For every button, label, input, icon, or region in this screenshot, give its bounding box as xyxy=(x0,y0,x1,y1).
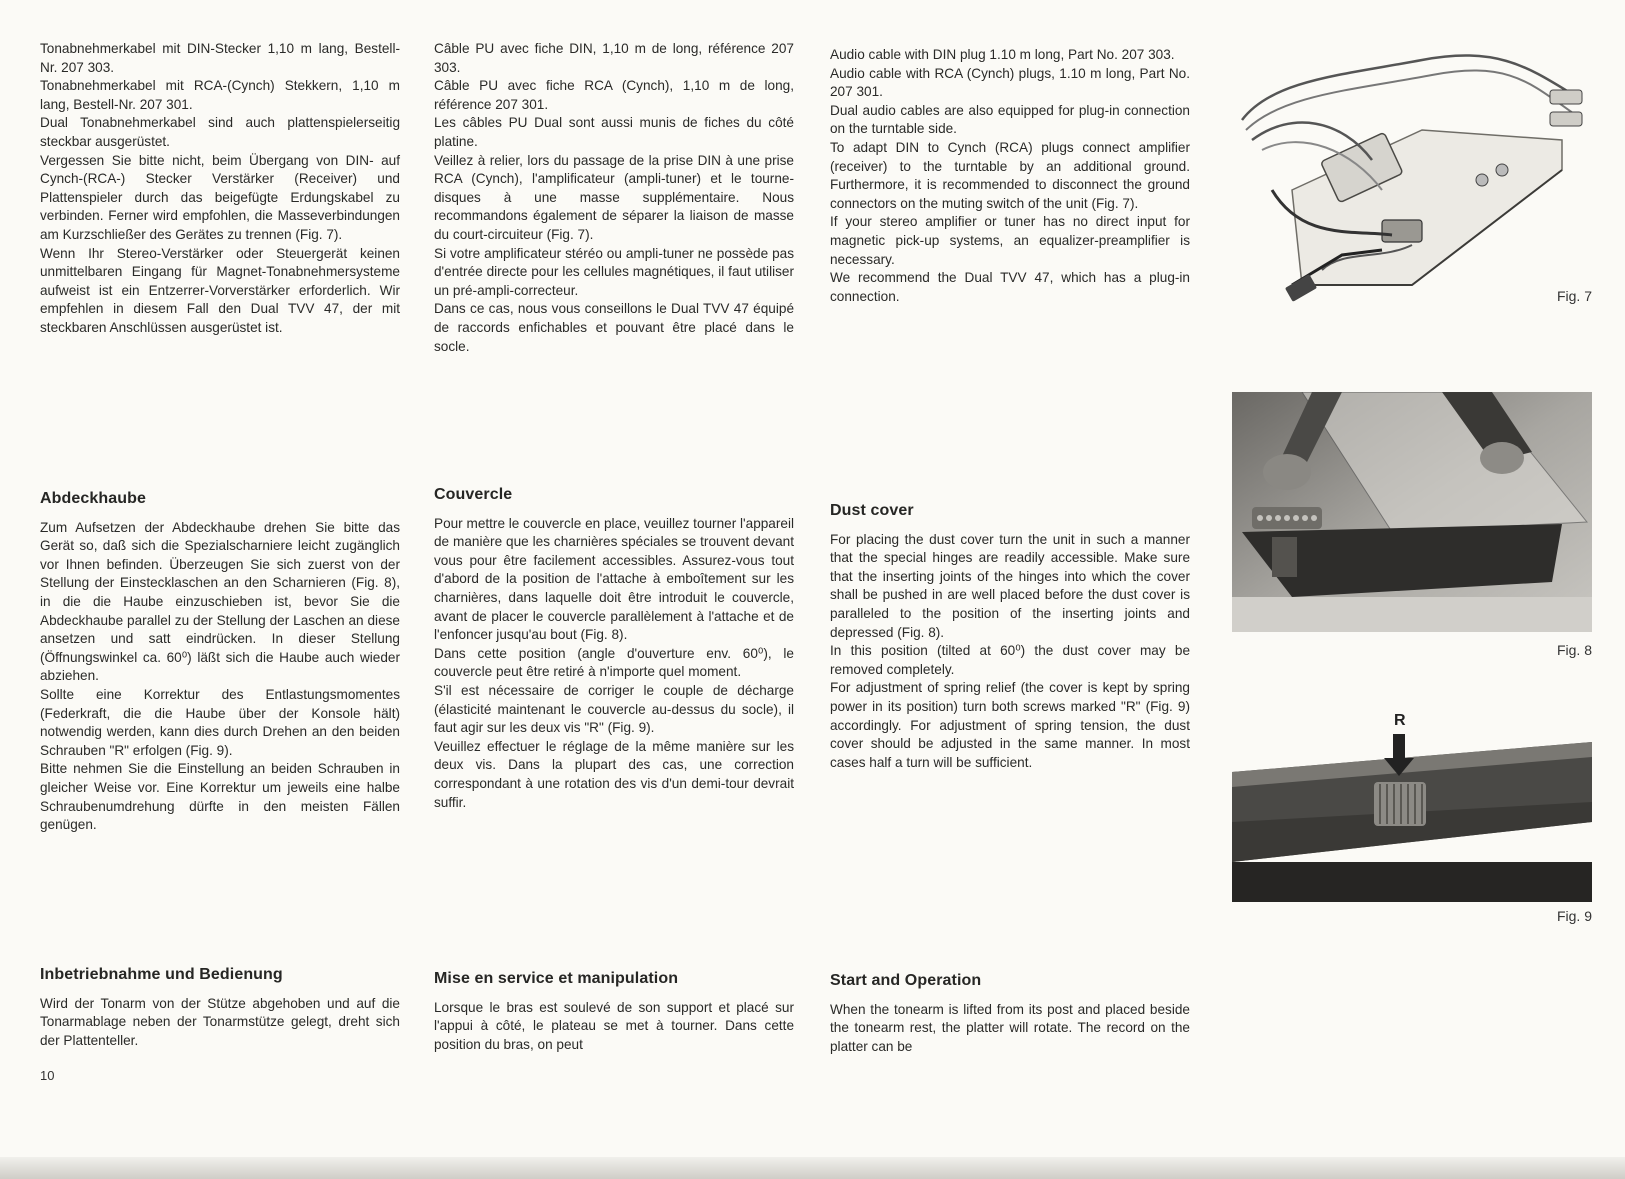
paragraph: Tonabnehmerkabel mit DIN-Stecker 1,10 m lang, Bestell-Nr. 207 303. xyxy=(40,41,400,75)
start-operation-section xyxy=(40,966,400,1050)
paragraph: Veillez à relier, lors du passage de la prise DIN à une prise RCA (Cynch), l'amplificateur (ampli-tuner) et le tourne-disques à une masse supplémentaire. Nous recommandons également de séparer la liaison de masse du court-circuiteur (Fig. 7). xyxy=(434,152,794,242)
paragraph: Bitte nehmen Sie die Einstellung an beiden Schrauben in gleicher Weise vor. Eine Korrektur um jeweils eine halbe Schraubenumdrehung dürfte in den meisten Fällen genügen. xyxy=(40,761,400,833)
cable-info-section xyxy=(40,40,400,338)
figure-label: Fig. 8 xyxy=(1556,642,1592,658)
paragraph: Sollte eine Korrektur des Entlastungsmomentes (Federkraft, die die Haube über der Konsole hält) notwendig werden, kann dies durch Drehen an den beiden Schrauben "R" erfolgen (Fig. 9). xyxy=(40,686,400,758)
cable-info-section xyxy=(830,46,1190,306)
section-heading: Inbetriebnahme und Bedienung xyxy=(40,966,283,983)
paragraph: Zum Aufsetzen der Abdeckhaube drehen Sie bitte das Gerät so, daß sich die Spezialscharniere leicht zugänglich vor Ihnen befinden. Überzeugen Sie sich zuerst von der Stellung der Einstecklaschen an den Scharnieren (Fig. 8), in die die Haube einzuschieben ist, bevor Sie die Abdeckhaube parallel zu der Stellung der Laschen an diese ansetzen und satt eindrücken. In dieser Stellung (Öffnungswinkel ca. 60⁰) läßt sich die Haube auch wieder abziehen. xyxy=(40,519,400,684)
start-operation-section xyxy=(830,972,1190,1056)
paragraph: Tonabnehmerkabel mit RCA-(Cynch) Stekkern, 1,10 m lang, Bestell-Nr. 207 301. xyxy=(40,78,400,112)
paragraph: Dans cette position (angle d'ouverture env. 60⁰), le couvercle peut être retiré à n'importe quel moment. xyxy=(434,645,794,680)
paragraph: Dans ce cas, nous vous conseillons le Dual TVV 47 équipé de raccords enfichables et pouvant être placé dans le socle. xyxy=(434,301,794,354)
dust-cover-section xyxy=(40,490,400,835)
paragraph: For adjustment of spring relief (the cover is kept by spring power in its position) turn both screws marked "R" (Fig. 9) accordingly. For adjustment of spring tension, the dust cover should be adjusted in the same manner. In most cases half a turn will be sufficient. xyxy=(830,680,1190,770)
dust-cover-section xyxy=(434,486,794,812)
paragraph: Veuillez effectuer le réglage de la même manière sur les deux vis. Dans la plupart des cas, une correction correspondant à une rotation des vis d'un demi-tour devrait suffir. xyxy=(434,738,794,810)
paragraph: Dual Tonabnehmerkabel sind auch plattenspielerseitig steckbar ausgerüstet. xyxy=(40,115,400,149)
dust-cover-section xyxy=(830,502,1190,772)
section-heading: Mise en service et manipulation xyxy=(434,970,679,987)
figure-label: Fig. 9 xyxy=(1556,908,1592,924)
section-heading: Start and Operation xyxy=(830,972,982,989)
paragraph: Si votre amplificateur stéréo ou ampli-tuner ne possède pas d'entrée directe pour les cellules magnétiques, il faut utiliser un pré-ampli-correcteur. xyxy=(434,245,794,298)
paragraph: Dual audio cables are also equipped for plug-in connection on the turntable side. xyxy=(830,102,1190,137)
scan-edge xyxy=(0,1157,1625,1179)
paragraph: If your stereo amplifier or tuner has no direct input for magnetic pick-up systems, an equalizer-preamplifier is necessary. xyxy=(830,214,1190,267)
paragraph: Lorsque le bras est soulevé de son support et placé sur l'appui à côté, le plateau se met à tourner. Dans cette position du bras, on peut xyxy=(434,999,794,1052)
paragraph: Wenn Ihr Stereo-Verstärker oder Steuergerät keinen unmittelbaren Eingang für Magnet-Tonabnehmersysteme aufweist ist ein Entzerrer-Vorverstärker erforderlich. Wir empfehlen in diesem Fall den Dual TVV 47, der mit steckbaren Anschlüssen ausgerüstet ist. xyxy=(40,245,400,335)
paragraph: For placing the dust cover turn the unit in such a manner that the special hinges are readily accessible. Make sure that the inserting joints of the hinges into which the cover shall be pushed in are well placed before the dust cover is paralleled to the position of the inserting joints and depressed (Fig. 8). xyxy=(830,531,1190,640)
paragraph: Pour mettre le couvercle en place, veuillez tourner l'appareil de manière que les charnières spéciales se trouvent devant vous pour être facilement accessibles. Assurez-vous tout d'abord de la position de l'attache à emboîtement sur les charnières, dans laquelle doit être introduit le couvercle, avant de placer le couvercle parallèlement à l'attache et de l'enfoncer jusqu'au bout (Fig. 8). xyxy=(434,515,794,643)
cable-info-section xyxy=(434,40,794,356)
cable-connection-illustration xyxy=(1232,40,1592,330)
paragraph: We recommend the Dual TVV 47, which has a plug-in connection. xyxy=(830,270,1190,304)
section-heading: Couvercle xyxy=(434,486,513,503)
paragraph: Câble PU avec fiche RCA (Cynch), 1,10 m de long, référence 207 301. xyxy=(434,78,794,112)
paragraph: Audio cable with DIN plug 1.10 m long, Part No. 207 303. xyxy=(830,47,1175,62)
section-heading: Dust cover xyxy=(830,502,914,519)
figure-8 xyxy=(1232,392,1592,660)
paragraph: In this position (tilted at 60⁰) the dust cover may be removed completely. xyxy=(830,643,1190,677)
figure-9 xyxy=(1232,712,1592,934)
paragraph: Câble PU avec fiche DIN, 1,10 m de long, référence 207 303. xyxy=(434,41,794,75)
paragraph: To adapt DIN to Cynch (RCA) plugs connect amplifier (receiver) to the turntable by an additional ground. Furthermore, it is recommended to disconnect the ground connectors on the muting switch of the unit (Fig. 7). xyxy=(830,139,1190,211)
paragraph: Vergessen Sie bitte nicht, beim Übergang von DIN- auf Cynch-(RCA-) Stecker Verstärker (Receiver) und Plattenspieler durch das beigefügte Erdungskabel zu verbinden. Ferner wird empfohlen, die Masseverbindungen am Kurzschließer des Gerätes zu trennen (Fig. 7). xyxy=(40,152,400,242)
figure-7 xyxy=(1232,40,1592,340)
paragraph: When the tonearm is lifted from its post and placed beside the tonearm rest, the platter will rotate. The record on the platter can be xyxy=(830,1001,1190,1054)
paragraph: Les câbles PU Dual sont aussi munis de fiches du côté platine. xyxy=(434,115,794,149)
paragraph: S'il est nécessaire de corriger le couple de décharge (élasticité maintenant le couvercle au-dessus du socle), il faut agir sur les deux vis "R" (Fig. 9). xyxy=(434,682,794,736)
section-heading: Abdeckhaube xyxy=(40,490,147,507)
hinge-screw-photo xyxy=(1232,712,1592,912)
page-number: 10 xyxy=(40,1068,55,1083)
dust-cover-photo xyxy=(1232,392,1592,632)
figure-label: Fig. 7 xyxy=(1556,288,1592,304)
start-operation-section xyxy=(434,970,794,1054)
paragraph: Wird der Tonarm von der Stütze abgehoben und auf die Tonarmablage neben der Tonarmstütze gelegt, dreht sich der Plattenteller. xyxy=(40,995,400,1048)
paragraph: Audio cable with RCA (Cynch) plugs, 1.10 m long, Part No. 207 301. xyxy=(830,65,1190,100)
screw-marker-label: R xyxy=(1394,712,1406,729)
